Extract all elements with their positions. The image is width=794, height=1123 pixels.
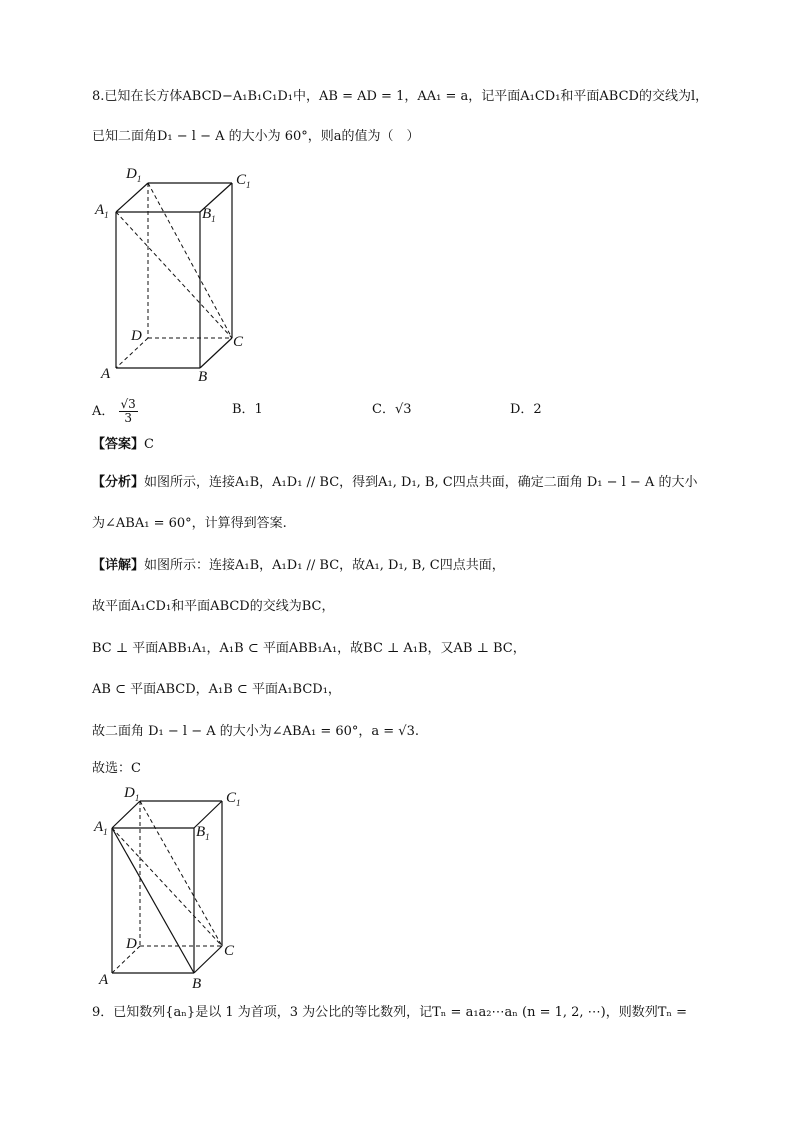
option-A-label: A．: [92, 404, 115, 419]
label-A: A: [101, 366, 111, 382]
q8-stem-line2: 已知二面角D₁ − l − A 的大小为 60°，则a的值为（ ）: [92, 129, 420, 144]
label-A1: $A_1$: [95, 202, 109, 220]
option-D[interactable]: D．2: [510, 402, 542, 417]
option-B[interactable]: B．1: [232, 402, 263, 417]
label2-C1: $C_1$: [226, 790, 241, 808]
label2-B: B: [192, 976, 202, 992]
label2-D: D: [126, 936, 137, 952]
detail-line5: 故二面角 D₁ − l − A 的大小为∠ABA₁ = 60°，a = √3.: [92, 724, 419, 739]
answer-value: C: [144, 437, 154, 452]
detail-line4: AB ⊂ 平面ABCD，A₁B ⊂ 平面A₁BCD₁，: [92, 682, 341, 697]
analysis-text-1: 如图所示，连接A₁B，A₁D₁ // BC，得到A₁, D₁, B, C四点共面，确定二面角 D₁ − l − A 的大小: [144, 475, 698, 490]
label2-A: A: [99, 972, 109, 988]
detail-line2: 故平面A₁CD₁和平面ABCD的交线为BC，: [92, 599, 335, 614]
option-C[interactable]: C．√3: [372, 402, 412, 417]
detail-text-1: 如图所示：连接A₁B，A₁D₁ // BC，故A₁, D₁, B, C四点共面，: [144, 558, 505, 573]
label-D: D: [131, 328, 142, 344]
q8-stem-line1: 8.已知在长方体ABCD−A₁B₁C₁D₁中，AB = AD = 1，AA₁ = a，记平面A₁CD₁和平面ABCD的交线为l，: [92, 89, 709, 104]
q9-stem-line1: 9．已知数列{aₙ}是以 1 为首项，3 为公比的等比数列，记Tₙ = a₁a₂⋯aₙ (n = 1, 2, ⋯)，则数列Tₙ =: [92, 1005, 688, 1020]
option-A-fraction: $\frac{√3}{3}$: [120, 397, 136, 425]
answer-tag: 【答案】: [92, 437, 145, 452]
detail-line6: 故选：C: [92, 761, 141, 776]
analysis-tag: 【分析】: [92, 475, 145, 490]
label-C1: $C_1$: [236, 172, 251, 190]
label2-D1: $D_1$: [124, 785, 140, 803]
label-C: C: [233, 334, 244, 350]
detail-line3: BC ⊥ 平面ABB₁A₁，A₁B ⊂ 平面ABB₁A₁，故BC ⊥ A₁B，又AB ⊥ BC，: [92, 641, 526, 656]
label2-B1: $B_1$: [196, 824, 210, 842]
label-B: B: [198, 369, 208, 385]
label-D1: $D_1$: [126, 166, 142, 184]
detail-tag: 【详解】: [92, 558, 145, 573]
analysis-line2: 为∠ABA₁ = 60°，计算得到答案.: [92, 516, 287, 531]
label2-C: C: [224, 943, 235, 959]
label-B1: $B_1$: [202, 206, 216, 224]
label2-A1: $A_1$: [94, 819, 108, 837]
